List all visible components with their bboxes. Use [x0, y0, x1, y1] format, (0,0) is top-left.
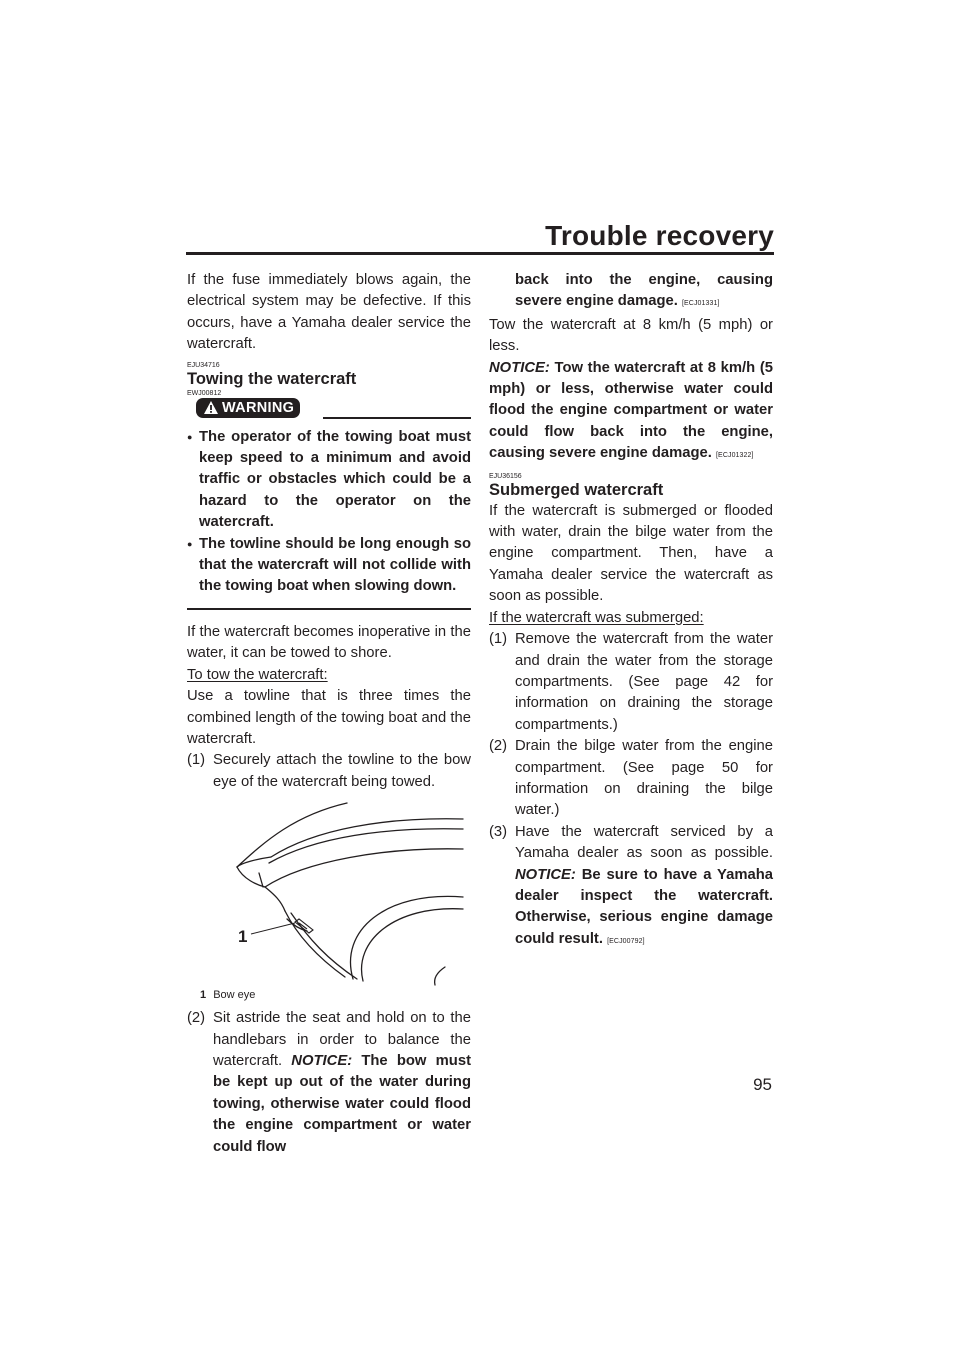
page-number: 95: [753, 1075, 772, 1094]
page-title: Trouble recovery: [545, 220, 774, 251]
notice-label: NOTICE:: [489, 359, 550, 376]
watercraft-bow-illustration: [235, 801, 465, 986]
bow-eye-figure: [235, 801, 465, 986]
figure-callout: 1: [238, 927, 248, 947]
fuse-paragraph: If the fuse immediately blows again, the electrical system may be defective. If this occurs, have a Yamaha dealer service the watercraft.: [187, 272, 471, 353]
warning-bottom-rule: [187, 608, 471, 610]
caption-text: Bow eye: [213, 989, 256, 1002]
step-1: [187, 750, 471, 793]
warning-header: [187, 398, 471, 419]
warning-list: [187, 427, 471, 598]
warning-code: EWJ00812: [187, 389, 222, 397]
submerged-step-2: [489, 736, 773, 822]
notice-code: [ECJ01322]: [716, 452, 754, 460]
notice-text: The bow must be kept up out of the water during towing, otherwise water could flood the engine compartment or water could flow: [213, 1052, 471, 1155]
towing-heading: Towing the watercraft: [187, 369, 357, 388]
title-rule: [186, 252, 774, 255]
step-number: (1): [187, 752, 206, 769]
speed-notice: [489, 358, 773, 467]
warning-triangle-icon: [203, 400, 219, 415]
notice-text: Tow the watercraft at 8 km/h (5 mph) or less, otherwise water could flood the engine compartment or water could flow back into the engine, causing severe engine damage.: [489, 359, 773, 462]
warning-top-rule: [323, 417, 471, 419]
step-text: Drain the bilge water from the engine compartment. (See page 50 for information on draining the bilge water.): [515, 738, 773, 819]
submerged-step-3: [489, 822, 773, 952]
warning-badge: [196, 398, 300, 418]
step-body: Have the watercraft serviced by a Yamaha dealer as soon as possible.: [515, 823, 773, 862]
submerged-heading: Submerged watercraft: [489, 480, 664, 499]
step-number: (1): [489, 631, 508, 648]
figure-caption: [200, 988, 471, 1002]
caption-number: 1: [200, 989, 207, 1002]
speed-paragraph: Tow the watercraft at 8 km/h (5 mph) or less.: [489, 316, 773, 355]
step-body: Sit astride the seat and hold on to the handlebars in order to balance the watercraft.: [213, 1010, 471, 1069]
step-number: (2): [187, 1010, 206, 1027]
towline-instruction: Use a towline that is three times the combined length of the towing boat and the watercraft.: [187, 688, 471, 747]
notice-label: NOTICE:: [291, 1052, 353, 1069]
right-column: [489, 270, 773, 952]
step-text: Remove the watercraft from the water and drain the water from the storage compartments. (See page 42 for information on draining the storage compartments.): [515, 631, 773, 733]
step-number: (2): [489, 738, 508, 755]
section-code: EJU36156: [489, 472, 522, 480]
submerged-subheading: If the watercraft was submerged:: [489, 609, 704, 626]
submerged-paragraph: If the watercraft is submerged or flooded with water, drain the bilge water from the engine compartment. Then, have a Yamaha dealer service the watercraft as soon as possible.: [489, 502, 773, 605]
notice-text: Be sure to have a Yamaha dealer inspect the watercraft. Otherwise, serious engine damage could result.: [515, 866, 773, 947]
step-number: (3): [489, 823, 508, 840]
notice-continued-text: back into the engine, causing severe engine damage.: [515, 272, 773, 310]
step-text: [213, 1008, 471, 1158]
notice-code: [ECJ00792]: [607, 937, 645, 945]
warning-item: ● The operator of the towing boat must keep speed to a minimum and avoid traffic or obstacles which could be a hazard to the operator on the watercraft.: [187, 427, 471, 534]
step-2: [187, 1008, 471, 1158]
towing-subheading: To tow the watercraft:: [187, 666, 328, 683]
warning-box: [187, 390, 471, 610]
warning-item: ● The towline should be long enough so that the watercraft will not collide with the towing boat when slowing down.: [187, 534, 471, 598]
notice-continuation: [489, 270, 773, 315]
step-text: Securely attach the towline to the bow eye of the watercraft being towed.: [213, 752, 471, 790]
submerged-step-1: [489, 629, 773, 736]
towing-intro: If the watercraft becomes inoperative in the water, it can be towed to shore.: [187, 623, 471, 662]
notice-code: [ECJ01331]: [681, 300, 720, 308]
notice-label: NOTICE:: [515, 866, 576, 883]
left-column: [187, 270, 471, 1158]
warning-label: WARNING: [222, 399, 295, 416]
section-code: EJU34716: [187, 361, 220, 369]
step-text: [515, 822, 773, 952]
